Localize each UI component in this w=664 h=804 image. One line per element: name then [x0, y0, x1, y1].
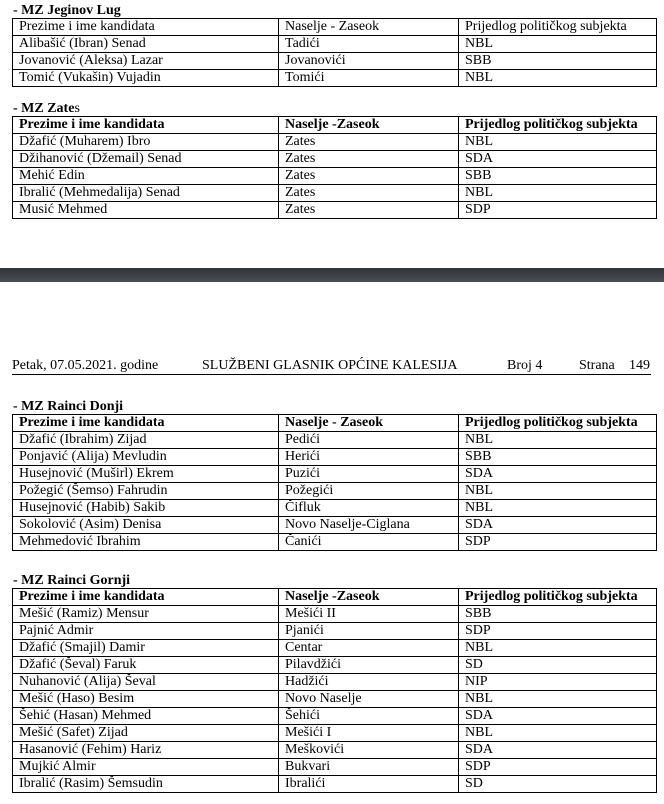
candidate-name-cell: Ibralić (Rasim) Šemsudin [13, 776, 279, 793]
candidate-name-cell: Pajnić Admir [13, 623, 279, 640]
party-cell: NBL [459, 185, 657, 202]
candidate-name-cell: Mešić (Ramiz) Mensur [13, 606, 279, 623]
settlement-cell: Zates [279, 151, 459, 168]
candidates-table [12, 18, 657, 87]
page-break-separator [0, 268, 664, 282]
settlement-cell: Čifluk [279, 500, 459, 517]
settlement-cell: Čanići [279, 534, 459, 551]
candidates-table [12, 414, 657, 551]
section-title: - MZ Rainci Donji [13, 399, 124, 414]
candidate-name-cell: Mehić Edin [13, 168, 279, 185]
table-row [13, 606, 657, 623]
settlement-cell: Bukvari [279, 759, 459, 776]
settlement-cell: Pilavdžići [279, 657, 459, 674]
table-row [13, 202, 657, 219]
header-date: Petak, 07.05.2021. godine [12, 358, 159, 373]
section-mz-rainci-donji [12, 399, 656, 551]
candidate-name-cell: Šehić (Hasan) Mehmed [13, 708, 279, 725]
settlement-cell: Jovanovići [279, 53, 459, 70]
party-cell: NBL [459, 432, 657, 449]
settlement-cell: Zates [279, 168, 459, 185]
party-cell: SDP [459, 202, 657, 219]
party-cell: NBL [459, 640, 657, 657]
table-row [13, 759, 657, 776]
settlement-cell: Šehići [279, 708, 459, 725]
settlement-cell: Požegići [279, 483, 459, 500]
settlement-cell: Novo Naselje [279, 691, 459, 708]
header-issue-number: Broj 4 [507, 358, 543, 373]
candidate-name-cell: Mešić (Safet) Zijad [13, 725, 279, 742]
table-header-row [13, 415, 657, 432]
party-cell: SD [459, 657, 657, 674]
candidate-name-cell: Husejnović (Muširl) Ekrem [13, 466, 279, 483]
settlement-cell: Novo Naselje-Ciglana [279, 517, 459, 534]
section-title-tail: s [74, 101, 80, 116]
candidate-name-cell: Nuhanović (Alija) Ševal [13, 674, 279, 691]
settlement-cell: Mešići II [279, 606, 459, 623]
party-cell: SDP [459, 759, 657, 776]
column-header-party: Prijedlog političkog subjekta [459, 589, 657, 606]
settlement-cell: Zates [279, 134, 459, 151]
settlement-cell: Tadići [279, 36, 459, 53]
candidate-name-cell: Mešić (Haso) Besim [13, 691, 279, 708]
table-header-row [13, 589, 657, 606]
candidate-name-cell: Alibašić (Ibran) Senad [13, 36, 279, 53]
table-row [13, 168, 657, 185]
candidate-name-cell: Husejnović (Habib) Sakib [13, 500, 279, 517]
section-mz-zates [12, 101, 656, 219]
column-header-settlement: Naselje -Zaseok [279, 589, 459, 606]
table-row [13, 708, 657, 725]
candidate-name-cell: Džafić (Ševal) Faruk [13, 657, 279, 674]
party-cell: SBB [459, 606, 657, 623]
candidate-name-cell: Mujkić Almir [13, 759, 279, 776]
table-row [13, 483, 657, 500]
table-row [13, 449, 657, 466]
party-cell: NBL [459, 70, 657, 87]
section-mz-jeginov-lug [12, 3, 656, 87]
candidates-table [12, 588, 657, 793]
candidate-name-cell: Jovanović (Aleksa) Lazar [13, 53, 279, 70]
table-row [13, 466, 657, 483]
table-row [13, 185, 657, 202]
settlement-cell: Tomići [279, 70, 459, 87]
column-header-name: Prezime i ime kandidata [13, 117, 279, 134]
column-header-name: Prezime i ime kandidata [13, 589, 279, 606]
table-row [13, 674, 657, 691]
table-row [13, 691, 657, 708]
table-row [13, 134, 657, 151]
table-row [13, 36, 657, 53]
column-header-settlement: Naselje -Zaseok [279, 117, 459, 134]
table-row [13, 53, 657, 70]
settlement-cell: Centar [279, 640, 459, 657]
party-cell: SBB [459, 168, 657, 185]
party-cell: SDA [459, 742, 657, 759]
table-row [13, 534, 657, 551]
settlement-cell: Pjanići [279, 623, 459, 640]
candidate-name-cell: Mehmedović Ibrahim [13, 534, 279, 551]
settlement-cell: Pedići [279, 432, 459, 449]
candidate-name-cell: Džafić (Muharem) Ibro [13, 134, 279, 151]
settlement-cell: Herići [279, 449, 459, 466]
settlement-cell: Zates [279, 202, 459, 219]
party-cell: NIP [459, 674, 657, 691]
party-cell: SBB [459, 449, 657, 466]
table-row [13, 623, 657, 640]
column-header-settlement: Naselje - Zaseok [279, 19, 459, 36]
candidate-name-cell: Džafić (Ibrahim) Zijad [13, 432, 279, 449]
party-cell: SDP [459, 623, 657, 640]
table-row [13, 725, 657, 742]
settlement-cell: Hadžići [279, 674, 459, 691]
section-mz-rainci-gornji [12, 573, 656, 793]
section-title: - MZ Rainci Gornji [13, 573, 131, 588]
party-cell: NBL [459, 134, 657, 151]
settlement-cell: Zates [279, 185, 459, 202]
table-header-row [13, 117, 657, 134]
party-cell: SDA [459, 151, 657, 168]
candidate-name-cell: Džihanović (Džemail) Senad [13, 151, 279, 168]
party-cell: NBL [459, 36, 657, 53]
column-header-name: Prezime i ime kandidata [13, 415, 279, 432]
candidate-name-cell: Požegić (Šemso) Fahrudin [13, 483, 279, 500]
table-row [13, 151, 657, 168]
table-row [13, 742, 657, 759]
party-cell: SD [459, 776, 657, 793]
header-page-label: Strana [579, 358, 615, 373]
party-cell: SDA [459, 466, 657, 483]
party-cell: NBL [459, 483, 657, 500]
table-row [13, 70, 657, 87]
table-row [13, 432, 657, 449]
running-header [12, 357, 651, 375]
settlement-cell: Mešići I [279, 725, 459, 742]
section-title [12, 101, 656, 116]
table-header-row [13, 19, 657, 36]
column-header-settlement: Naselje - Zaseok [279, 415, 459, 432]
candidate-name-cell: Džafić (Smajil) Damir [13, 640, 279, 657]
party-cell: NBL [459, 691, 657, 708]
table-row [13, 657, 657, 674]
candidate-name-cell: Ponjavić (Alija) Mevludin [13, 449, 279, 466]
section-title: - MZ Jeginov Lug [13, 3, 121, 18]
column-header-party: Prijedlog političkog subjekta [459, 19, 657, 36]
settlement-cell: Puzići [279, 466, 459, 483]
table-row [13, 517, 657, 534]
party-cell: NBL [459, 500, 657, 517]
party-cell: SDA [459, 517, 657, 534]
party-cell: SBB [459, 53, 657, 70]
table-row [13, 640, 657, 657]
column-header-party: Prijedlog političkog subjekta [459, 117, 657, 134]
candidate-name-cell: Tomić (Vukašin) Vujadin [13, 70, 279, 87]
header-publication-title: SLUŽBENI GLASNIK OPĆINE KALESIJA [202, 358, 458, 373]
settlement-cell: Ibralići [279, 776, 459, 793]
header-page-number: 149 [629, 358, 650, 373]
candidate-name-cell: Ibralić (Mehmedalija) Senad [13, 185, 279, 202]
party-cell: SDA [459, 708, 657, 725]
table-row [13, 500, 657, 517]
candidates-table [12, 116, 657, 219]
party-cell: SDP [459, 534, 657, 551]
column-header-party: Prijedlog političkog subjekta [459, 415, 657, 432]
party-cell: NBL [459, 725, 657, 742]
candidate-name-cell: Hasanović (Fehim) Hariz [13, 742, 279, 759]
table-row [13, 776, 657, 793]
section-title-main: - MZ Zate [13, 101, 75, 116]
candidate-name-cell: Sokolović (Asim) Denisa [13, 517, 279, 534]
candidate-name-cell: Musić Mehmed [13, 202, 279, 219]
column-header-name: Prezime i ime kandidata [13, 19, 279, 36]
settlement-cell: Meškovići [279, 742, 459, 759]
